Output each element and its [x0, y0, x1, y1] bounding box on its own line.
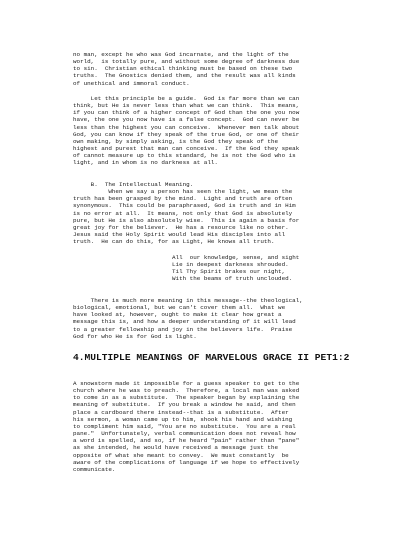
- paragraph-substitute-story: A snowstorm made it impossible for a guess speaker to get to the church where he was to preach. Therefore, a local man was asked to come in as a substitute. The speaker began by explaining the meaning of substitute. If you break a window he said, and then place a cardboard there instead--that is a substitute. After his sermon, a woman came up to him, shook his hand and wishing to compliment him said, "You are no substitute. You are a real pane." Unfortunately, verbal communication does not reveal how a word is spelled, and so, if he heard "pain" rather than "pane" as she intended, he would have received a message just the opposite of what she meant to convey. We must constantly be aware of the complications of language if we hope to effectively communicate.: [73, 380, 300, 473]
- paragraph-conclusion: There is much more meaning in this message--the theological, biological, emotional, but we can't cover them all. What we have looked at, however, ought to make it clear how great a message this is, and how a deeper understanding of it will lead to a greater fellowship and joy in the believers life. Praise God for who He is for God is light.: [73, 297, 303, 340]
- paragraph-gnostics: no man, except he who was God incarnate, and the light of the world, is totally pure, and without some degree of darkness due to sin. Christian ethical thinking must be based on these two truths. The Gnostics denied them, and the result was all kinds of unethical and immoral conduct.: [73, 51, 300, 87]
- section-heading: 4.MULTIPLE MEANINGS OF MARVELOUS GRACE II PET1:2: [73, 352, 350, 363]
- hymn-verse: All our knowledge, sense, and sight Lie in deepest darkness shrouded. Til Thy Spirit brakes our night, With the beams of truth unclouded.: [172, 254, 300, 283]
- paragraph-intellectual-meaning: B. The Intellectual Meaning. When we say a person has seen the light, we mean the truth has been grasped by the mind. Light and truth are often synonymous. This could be paraphrased, God is truth and in Him is no error at all. It means, not only that God is absolutely pure, but He is also absolutely wise. This is again a basis for great joy for the believer. He has a resource like no other. Jesus said the Holy Spirit would lead His disciples into all truth. He can do this, for as Light, He knows all truth.: [73, 181, 300, 246]
- paragraph-principle-guide: Let this principle be a guide. God is far more than we can think, but He is never less than what we can think. This means, if you can think of a higher concept of God than the one you now have, the one you now have is a false concept. God can never be less than the highest you can conceive. Whenever men talk about God, you can know if they speak of the true God, or one of their own making, by simply asking, is the God they speak of the highest and purest that man can conceive. If the God they speak of cannot measure up to this standard, he is not the God who is light, and in whom is no darkness at all.: [73, 95, 300, 167]
